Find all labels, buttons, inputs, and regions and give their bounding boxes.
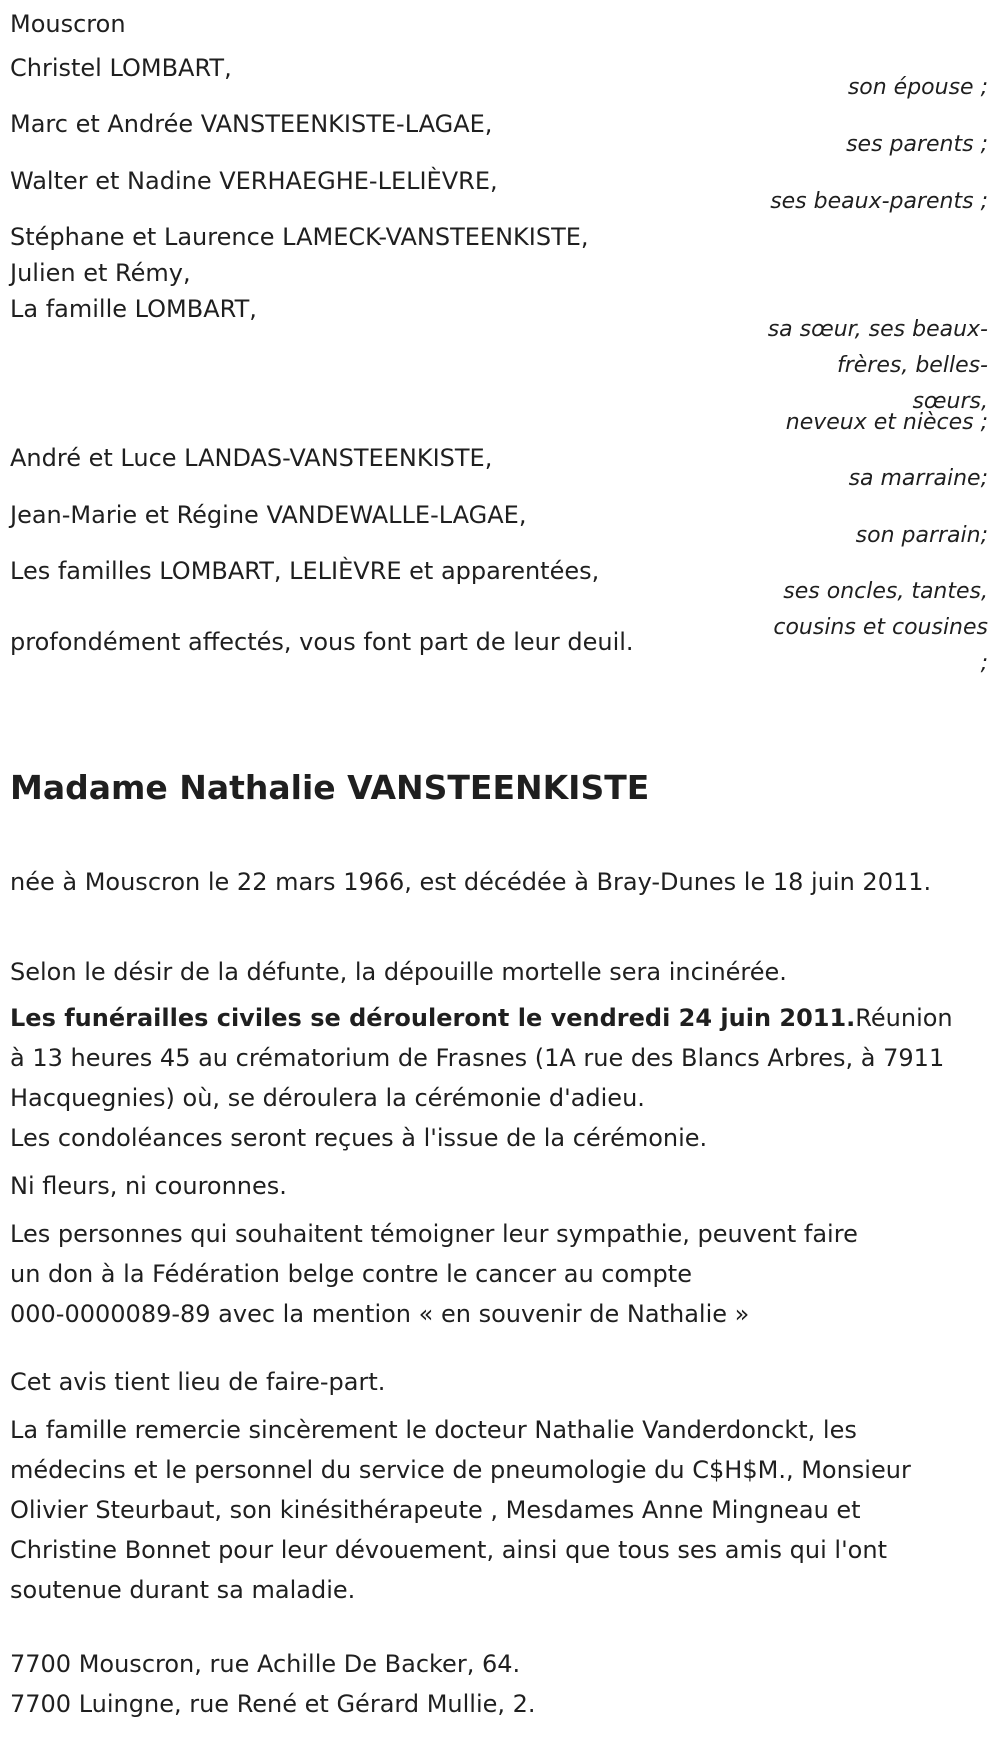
cremation-paragraph: Selon le désir de la défunte, la dépouille mortelle sera incinérée. <box>10 958 787 986</box>
funeral-bold-text: Les funérailles civiles se dérouleront le vendredi 24 juin 2011. <box>10 1004 856 1032</box>
birth-paragraph: née à Mouscron le 22 mars 1966, est décédée à Bray-Dunes le 18 juin 2011. <box>10 868 932 896</box>
funeral-paragraph <box>10 998 970 1118</box>
donation-block <box>10 1214 970 1334</box>
deceased-name: Madame Nathalie VANSTEENKISTE <box>10 768 650 807</box>
family-name-6: Les familles LOMBART, LELIÈVRE et apparentées, <box>10 557 600 585</box>
funeral-rest-text: Réunion à 13 heures 45 au crématorium de Frasnes (1A rue des Blancs Arbres, à 7911 Hacquegnies) où, se déroulera la cérémonie d'adieu. <box>10 1004 953 1112</box>
family-name-3a: Stéphane et Laurence LAMECK-VANSTEENKISTE, <box>10 223 589 251</box>
donation-line-1: Les personnes qui souhaitent témoigner leur sympathie, peuvent faire <box>10 1220 858 1248</box>
header-city: Mouscron <box>10 10 126 38</box>
family-relation-3a: sa sœur, ses beaux- <box>767 317 988 342</box>
cremation-block <box>10 952 970 992</box>
address-2: 7700 Luingne, rue René et Gérard Mullie, 2. <box>10 1690 536 1718</box>
flowers-paragraph: Ni fleurs, ni couronnes. <box>10 1172 287 1200</box>
family-name-0: Christel LOMBART, <box>10 54 232 82</box>
condolences-block <box>10 1118 970 1158</box>
family-name-3b: Julien et Rémy, <box>10 259 191 287</box>
affected-line: profondément affectés, vous font part de leur deuil. <box>10 628 634 656</box>
family-relation-3d: neveux et nièces ; <box>785 410 988 435</box>
family-name-1: Marc et Andrée VANSTEENKISTE-LAGAE, <box>10 110 493 138</box>
address-1: 7700 Mouscron, rue Achille De Backer, 64. <box>10 1650 521 1678</box>
thanks-paragraph: La famille remercie sincèrement le docteur Nathalie Vanderdonckt, les médecins et le personnel du service de pneumologie du C$H$M., Monsieur Olivier Steurbaut, son kinésithérapeute , Mesdames Anne Mingneau et Christine Bonnet pour leur dévouement, ainsi que tous ses amis qui l'ont soutenue durant sa maladie. <box>10 1416 911 1604</box>
family-relation-1: ses parents ; <box>846 132 988 157</box>
thanks-block <box>10 1410 970 1610</box>
family-relation-3b: frères, belles- <box>836 353 988 378</box>
family-relation-0: son épouse ; <box>847 75 988 100</box>
family-relation-2: ses beaux-parents ; <box>770 189 988 214</box>
funeral-block <box>10 998 970 1118</box>
announcement-body <box>10 862 970 902</box>
family-relation-4: sa marraine; <box>848 466 988 491</box>
donation-line-2: un don à la Fédération belge contre le cancer au compte <box>10 1260 692 1288</box>
family-relation-6a: ses oncles, tantes, <box>783 579 988 604</box>
family-relation-6c: ; <box>980 651 988 676</box>
flowers-block <box>10 1166 970 1206</box>
family-name-5: Jean-Marie et Régine VANDEWALLE-LAGAE, <box>10 501 527 529</box>
family-relation-3c: sœurs, <box>912 389 988 414</box>
condolences-paragraph: Les condoléances seront reçues à l'issue de la cérémonie. <box>10 1124 708 1152</box>
notice-paragraph: Cet avis tient lieu de faire-part. <box>10 1368 386 1396</box>
family-relation-5: son parrain; <box>855 523 988 548</box>
family-name-4: André et Luce LANDAS-VANSTEENKISTE, <box>10 444 493 472</box>
donation-line-3: 000-0000089-89 avec la mention « en souvenir de Nathalie » <box>10 1300 750 1328</box>
notice-block <box>10 1362 970 1402</box>
family-relation-6b: cousins et cousines <box>773 615 988 640</box>
family-name-3c: La famille LOMBART, <box>10 295 257 323</box>
family-name-2: Walter et Nadine VERHAEGHE-LELIÈVRE, <box>10 167 498 195</box>
